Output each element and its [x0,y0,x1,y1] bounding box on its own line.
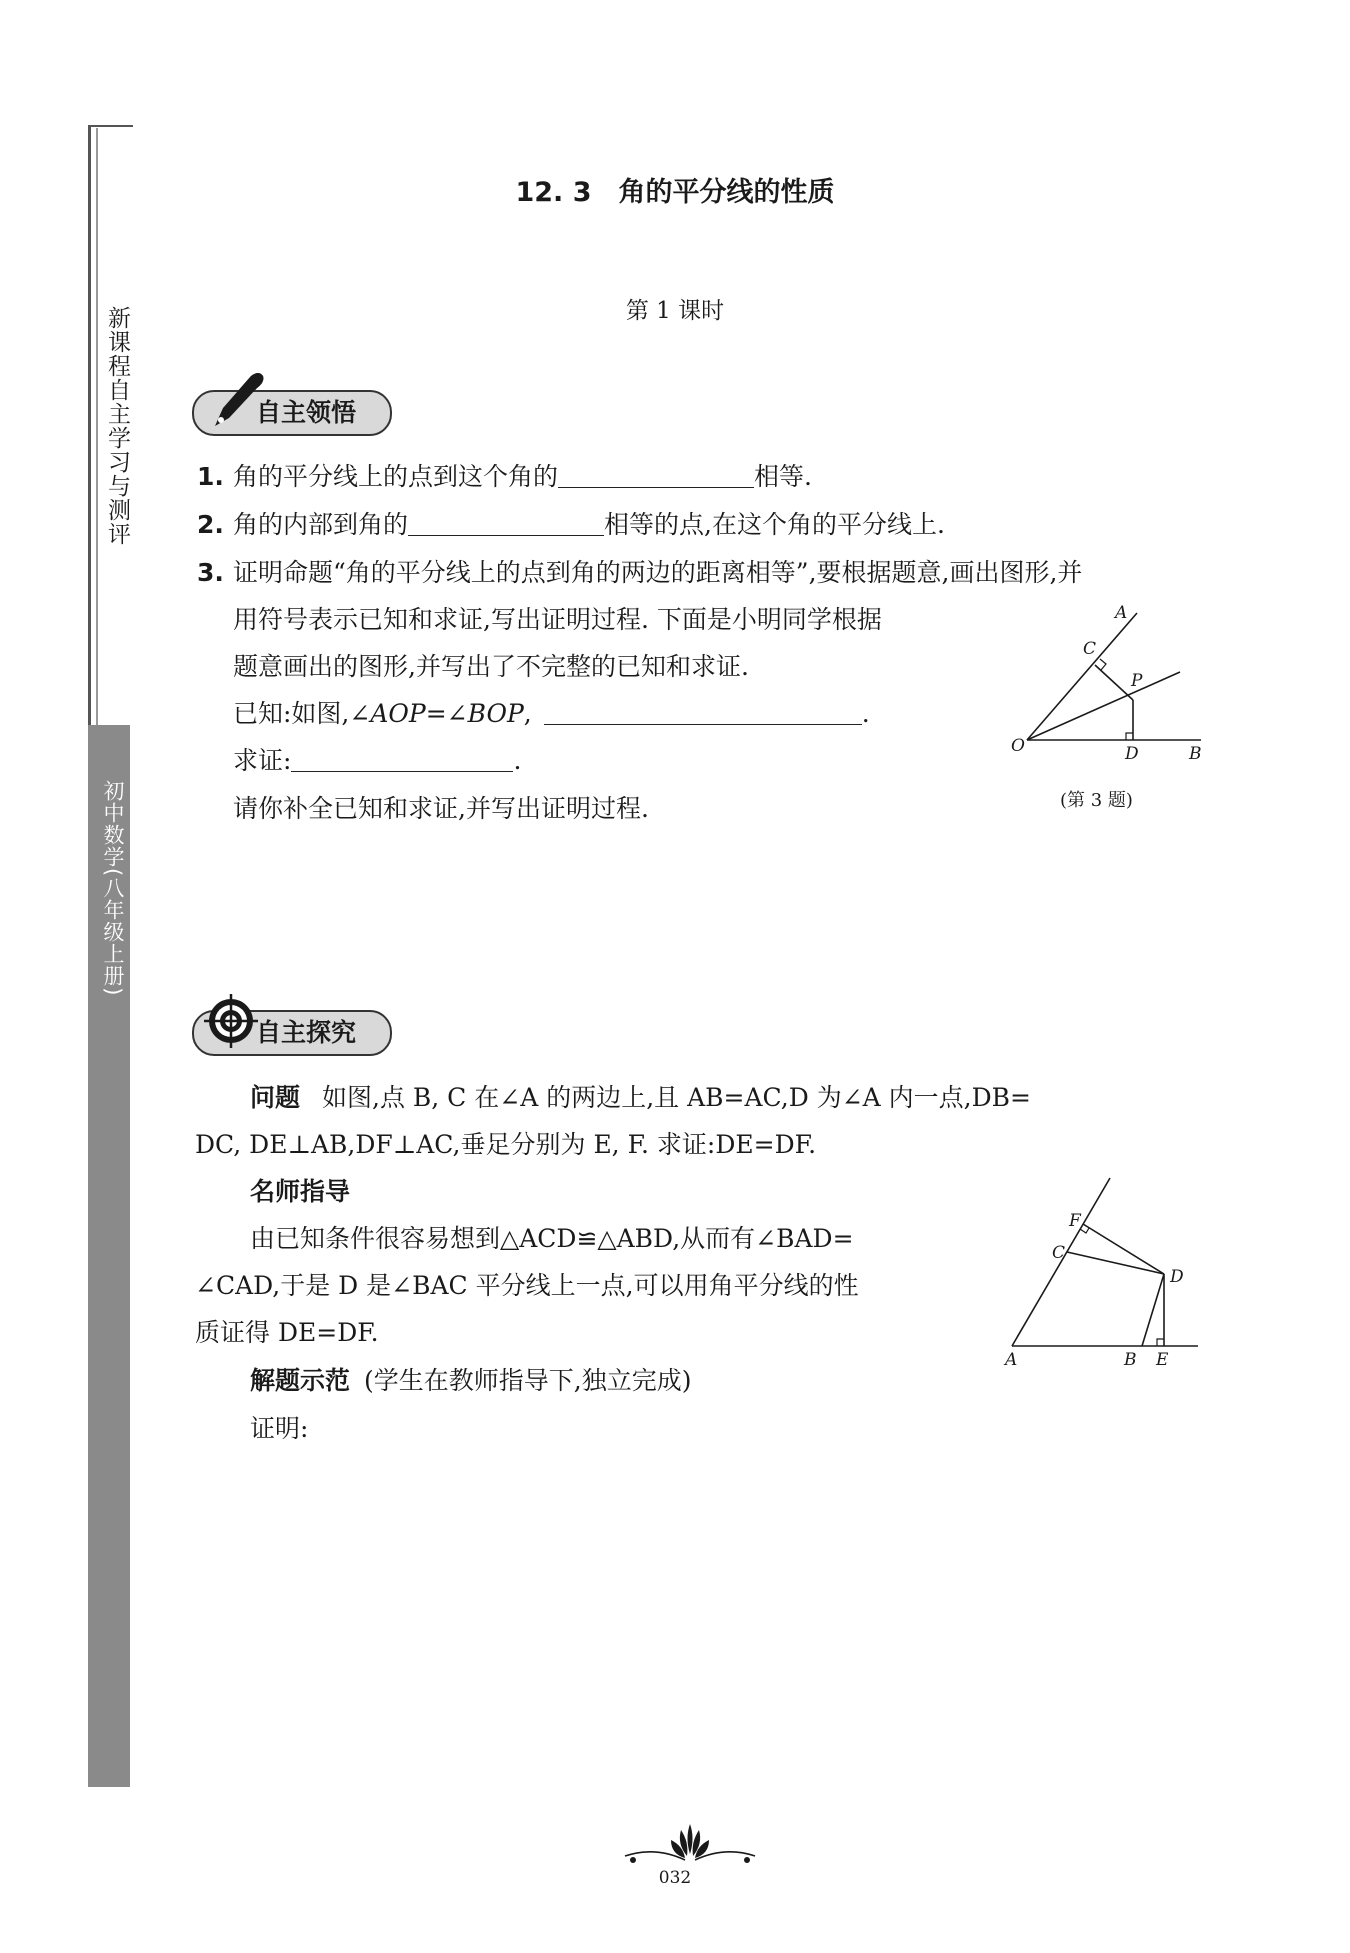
sidebar-top-rule [88,125,133,127]
segment-pc [1095,665,1133,700]
question-3-line-3: 题意画出的图形,并写出了不完整的已知和求证. [233,652,749,681]
lesson-label: 第 1 课时 [625,298,725,324]
problem-label: 问题 [250,1083,301,1112]
guide-line-2: ∠CAD,于是 D 是∠BAC 平分线上一点,可以用角平分线的性 [195,1271,859,1300]
page-number: 032 [658,1868,692,1888]
label-c2: C [1052,1243,1066,1263]
pen-icon-overlay [205,368,267,432]
series-title: 新课程自主学习与测评 [104,306,130,546]
question-1-text: 角的平分线上的点到这个角的 [233,462,559,491]
solution-note: (学生在教师指导下,独立完成) [364,1366,692,1395]
label-d2: D [1170,1267,1184,1287]
given-comma: , [523,699,532,728]
question-2 [197,512,945,537]
question-3-text-1: 证明命题“角的平分线上的点到角的两边的距离相等”,要根据题意,画出图形,并 [233,558,1083,587]
ray-oa [1027,613,1137,740]
right-angle-f [1080,1228,1089,1233]
prove-prefix: 求证: [233,746,292,775]
guide-label: 名师指导 [250,1177,351,1206]
question-3-given [233,701,870,726]
segment-db [1142,1274,1164,1346]
solution-line [250,1368,691,1393]
question-3-prove [233,748,521,773]
target-icon [204,994,258,1048]
question-2-blank[interactable] [408,513,604,536]
segment-fd [1083,1224,1164,1274]
label-d: D [1125,744,1139,764]
ray-op [1027,672,1180,740]
question-2-tail: 相等的点,在这个角的平分线上. [604,510,945,539]
given-equals: =∠ [425,699,468,728]
question-2-number: 2. [197,510,224,539]
question-1-blank[interactable] [558,465,754,488]
book-title: 初中数学(八年级上册) [101,780,125,997]
badge-self-exploration: 自主探究 [192,1010,392,1056]
right-angle-e [1157,1339,1164,1346]
badge-self-understanding: 自主领悟 [192,390,392,436]
question-1 [197,464,812,489]
segment-cd [1067,1252,1164,1274]
given-angle-bop: BOP [467,699,524,728]
problem-line-2: DC, DE⊥AB,DF⊥AC,垂足分别为 E, F. 求证:DE=DF. [195,1130,817,1159]
right-angle-d [1126,733,1133,740]
question-2-text: 角的内部到角的 [233,510,409,539]
question-3-number: 3. [197,558,224,587]
footer-ornament-icon [615,1820,765,1870]
question-3-instruction: 请你补全已知和求证,并写出证明过程. [233,794,649,823]
solution-label: 解题示范 [250,1366,351,1395]
label-e2: E [1156,1350,1169,1370]
right-angle-c [1100,659,1106,670]
label-a: A [1115,603,1128,623]
question-1-tail: 相等. [754,462,812,491]
label-o: O [1011,736,1025,756]
guide-line-1: 由已知条件很容易想到△ACD≌△ABD,从而有∠BAD= [250,1224,854,1253]
question-3-line-1 [197,560,1082,585]
figure-q3-caption: (第 3 题) [1060,790,1133,811]
figure-q3 [1005,596,1215,771]
prove-blank[interactable] [291,749,513,772]
guide-line-3: 质证得 DE=DF. [195,1318,379,1347]
label-p: P [1131,671,1143,691]
question-1-number: 1. [197,462,224,491]
label-a2: A [1005,1350,1018,1370]
given-end: . [861,699,870,728]
label-b2: B [1124,1350,1137,1370]
sidebar-inner-rule [96,128,98,725]
figure-problem [1000,1170,1210,1370]
proof-label: 证明: [250,1414,309,1443]
prove-end: . [513,746,522,775]
given-prefix: 已知:如图,∠ [233,699,371,728]
label-c: C [1083,639,1097,659]
given-angle-aop: AOP [370,699,426,728]
sidebar-rule [88,125,91,725]
given-blank[interactable] [544,702,862,725]
label-b: B [1189,744,1202,764]
label-f: F [1069,1211,1081,1231]
question-3-line-2: 用符号表示已知和求证,写出证明过程. 下面是小明同学根据 [233,605,882,634]
problem-line-1 [250,1085,1031,1110]
problem-text-1: 如图,点 B, C 在∠A 的两边上,且 AB=AC,D 为∠A 内一点,DB= [322,1083,1031,1112]
section-title: 12. 3 角的平分线的性质 [515,177,835,208]
